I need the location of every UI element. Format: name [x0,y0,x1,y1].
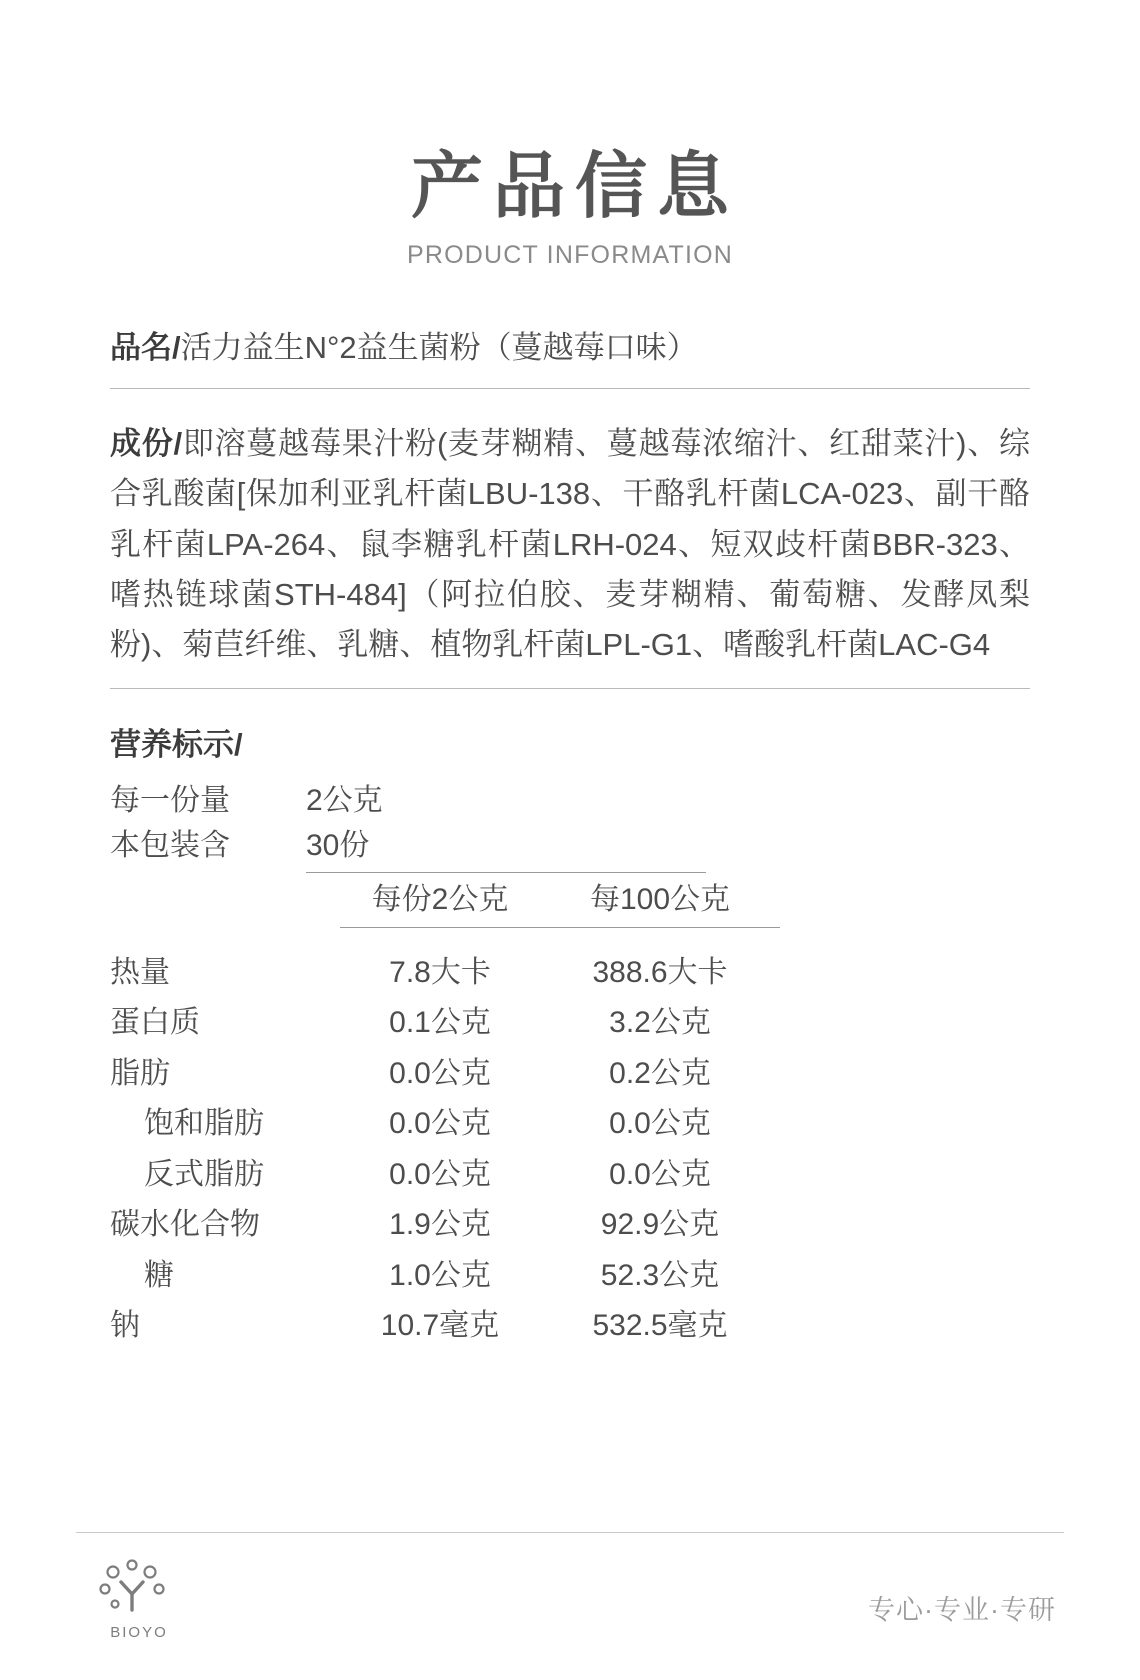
ingredients-label: 成份/ [110,426,183,462]
nutrition-header-blank [110,875,340,927]
nutrition-row-per-100g: 0.0公克 [609,1157,711,1191]
nutrition-row-spacer [780,948,1030,999]
table-row [110,948,1030,999]
ingredients-row [110,419,1030,688]
divider-after-ingredients [110,688,1030,689]
table-row [110,998,1030,1049]
footer-divider [76,1532,1064,1533]
nutrition-row-per-serving: 0.0公克 [389,1107,491,1141]
serving-size-label: 每一份量 [110,784,230,818]
product-name-label: 品名/ [110,330,181,366]
nutrition-table [110,875,1030,1352]
nutrition-row-name: 糖 [144,1258,174,1292]
nutrition-heading: 营养标示/ [110,727,243,763]
servings-per-pack-value: 30份 [306,823,706,873]
product-name-value: 活力益生N°2益生菌粉（蔓越莓口味） [180,330,698,366]
nutrition-row-per-100g: 388.6大卡 [592,955,728,989]
nutrition-row-name: 反式脂肪 [144,1157,264,1191]
nutrition-row-per-serving: 0.0公克 [389,1056,491,1090]
nutrition-row-spacer [780,1150,1030,1201]
nutrition-row-name: 碳水化合物 [110,1208,260,1242]
nutrition-table-header-row [110,875,1030,927]
page-title: 产品信息 [410,147,739,227]
nutrition-row-spacer [780,1301,1030,1352]
bioyo-logo-icon [91,1558,187,1620]
servings-per-pack-row [110,823,1030,873]
nutrition-row-per-100g: 532.5毫克 [592,1309,728,1343]
ingredients-value: 即溶蔓越莓果汁粉(麦芽糊精、蔓越莓浓缩汁、红甜菜汁)、综合乳酸菌[保加利亚乳杆菌LBU-138、干酪乳杆菌LCA-023、副干酪乳杆菌LPA-264、鼠李糖乳杆菌LRH-024、短双歧杆菌BBR-323、嗜热链球菌STH-484]（阿拉伯胶、麦芽糊精、葡萄糖、发酵凤梨粉)、菊苣纤维、乳糖、植物乳杆菌LPL-G1、嗜酸乳杆菌LAC-G4 [110,426,1030,663]
nutrition-row-spacer [780,1049,1030,1100]
nutrition-row-name: 脂肪 [110,1056,170,1090]
servings-per-pack-label: 本包装含 [110,829,230,863]
table-row [110,1049,1030,1100]
nutrition-row-per-serving: 0.0公克 [389,1157,491,1191]
serving-info [110,778,1030,873]
serving-size-value: 2公克 [306,784,383,818]
page-subtitle: PRODUCT INFORMATION [406,241,734,270]
nutrition-row-per-100g: 52.3公克 [600,1258,720,1292]
nutrition-header-per-serving: 每份2公克 [340,875,540,927]
nutrition-row-per-serving: 10.7毫克 [380,1309,500,1343]
brand-logo-text: BIOYO [110,1624,168,1641]
nutrition-row-per-serving: 1.0公克 [389,1258,491,1292]
nutrition-row-per-serving: 7.8大卡 [389,955,491,989]
footer-slogan: 专心·专业·专研 [868,1595,1056,1625]
nutrition-row-name: 蛋白质 [110,1006,200,1040]
table-row [110,1099,1030,1150]
nutrition-header-gap [110,927,1030,948]
nutrition-row-per-100g: 0.2公克 [609,1056,711,1090]
nutrition-row-name: 饱和脂肪 [144,1107,264,1141]
nutrition-row-name: 钠 [110,1309,140,1343]
nutrition-row-spacer [780,1200,1030,1251]
brand-logo [84,1558,194,1641]
nutrition-row-per-serving: 1.9公克 [389,1208,491,1242]
nutrition-header-gap-cell [110,927,1030,948]
product-name-row [110,324,1030,388]
content-area [110,270,1030,1352]
nutrition-row-spacer [780,1099,1030,1150]
table-row [110,1301,1030,1352]
page-header [0,0,1140,270]
nutrition-header-per-100g: 每100公克 [540,875,780,927]
nutrition-row-per-serving: 0.1公克 [389,1006,491,1040]
serving-size-row [110,778,1030,823]
nutrition-row-per-100g: 0.0公克 [609,1107,711,1141]
table-row [110,1251,1030,1302]
table-row [110,1200,1030,1251]
nutrition-row-name: 热量 [110,955,170,989]
nutrition-row-per-100g: 3.2公克 [609,1006,711,1040]
nutrition-header-spacer [780,875,1030,927]
divider-after-name [110,388,1030,389]
page-footer [0,1510,1140,1680]
nutrition-row-spacer [780,998,1030,1049]
nutrition-row-spacer [780,1251,1030,1302]
table-row [110,1150,1030,1201]
nutrition-row-per-100g: 92.9公克 [600,1208,720,1242]
